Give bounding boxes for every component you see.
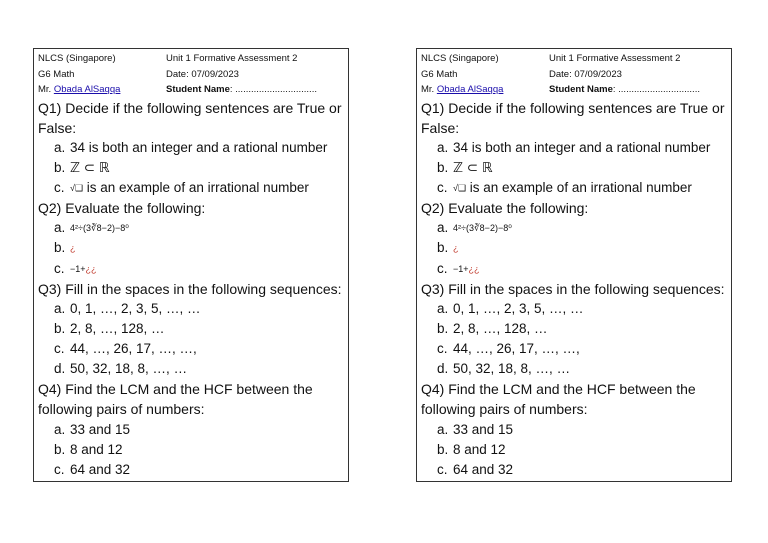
q3-item-a (38, 299, 344, 319)
q2-item-a (421, 218, 727, 238)
q1-item-c (421, 178, 727, 198)
pair-text: 8 and 12 (70, 441, 123, 457)
item-text: ℤ ⊂ ℝ (453, 160, 493, 175)
worksheet-left (33, 48, 349, 482)
header-row-2 (421, 67, 727, 83)
teacher-label (421, 82, 549, 98)
broken-expression: ¿ (453, 243, 459, 254)
q1-item-a (421, 138, 727, 158)
unit-title: Unit 1 Formative Assessment 2 (166, 53, 298, 64)
sequence-text: 0, 1, …, 2, 3, 5, …, … (453, 300, 584, 316)
sequence-text: 44, …, 26, 17, …, …, (453, 341, 580, 357)
q1-title-line2: False: (421, 119, 460, 136)
teacher-prefix: Mr. (38, 84, 54, 95)
item-label: a. (54, 421, 66, 437)
pair-text: 64 and 32 (70, 461, 131, 477)
item-label: b. (437, 441, 449, 457)
item-label: b. (437, 320, 449, 336)
header-row-1 (421, 51, 727, 67)
q3-item-c (38, 339, 344, 359)
sequence-text: 50, 32, 18, 8, …, … (453, 361, 571, 377)
item-label: c. (54, 260, 65, 276)
q1-item-b (421, 158, 727, 178)
item-label: b. (54, 441, 66, 457)
item-label: d. (54, 361, 66, 377)
teacher-prefix: Mr. (421, 84, 437, 95)
item-label: a. (437, 421, 449, 437)
worksheet-right (416, 48, 732, 482)
q3-item-b (421, 319, 727, 339)
pair-text: 8 and 12 (453, 441, 506, 457)
q4-item-a (38, 420, 344, 440)
item-label: d. (437, 361, 449, 377)
unit-title: Unit 1 Formative Assessment 2 (549, 53, 681, 64)
grade-label: G6 Math (38, 68, 75, 80)
student-name-label: Student Name (166, 84, 230, 95)
expression-prefix: −1+ (70, 263, 86, 274)
item-label: a. (54, 300, 66, 316)
header-row-3 (38, 82, 344, 98)
q3-item-c (421, 339, 727, 359)
q2-title: Q2) Evaluate the following: (421, 200, 589, 217)
item-label: a. (54, 220, 66, 236)
item-label: c. (54, 180, 65, 196)
q1-title-line2: False: (38, 119, 77, 136)
q1-item-b (38, 158, 344, 178)
item-label: a. (54, 139, 66, 155)
item-label: c. (54, 461, 65, 477)
sequence-text: 2, 8, …, 128, … (453, 320, 548, 336)
q2-item-c (421, 259, 727, 279)
q3-item-a (421, 299, 727, 319)
item-label: c. (437, 180, 448, 196)
date-label: Date: 07/09/2023 (549, 68, 622, 80)
item-label: b. (54, 320, 66, 336)
q1-title-line1: Q1) Decide if the following sentences are True or (38, 99, 342, 116)
q2-item-b (38, 238, 344, 258)
broken-expression: ¿¿ (85, 263, 97, 274)
item-label: a. (437, 300, 449, 316)
broken-expression: ¿ (70, 243, 76, 254)
q3-title: Q3) Fill in the spaces in the following sequences: (38, 280, 342, 297)
item-text: ℤ ⊂ ℝ (70, 160, 110, 175)
item-text: is an example of an irrational number (83, 180, 309, 196)
q2-item-a (38, 218, 344, 238)
sqrt-placeholder: √❑ (453, 183, 467, 194)
student-name-label: Student Name (549, 84, 613, 95)
q3-item-d (421, 359, 727, 379)
sequence-text: 2, 8, …, 128, … (70, 320, 165, 336)
student-name-blank: : ............................... (229, 84, 317, 95)
sequence-text: 50, 32, 18, 8, …, … (70, 361, 188, 377)
q1-title-line1: Q1) Decide if the following sentences are True or (421, 99, 725, 116)
item-label: c. (437, 341, 448, 357)
header-row-3 (421, 82, 727, 98)
q4-item-c (38, 460, 344, 480)
student-name-field (166, 82, 344, 98)
header-row-2 (38, 67, 344, 83)
sequence-text: 0, 1, …, 2, 3, 5, …, … (70, 300, 201, 316)
teacher-name-link[interactable]: Obada AlSaqqa (53, 84, 121, 95)
item-text: 34 is both an integer and a rational number (453, 139, 711, 155)
q4-item-b (38, 440, 344, 460)
item-text: is an example of an irrational number (466, 180, 692, 196)
pair-text: 64 and 32 (453, 461, 514, 477)
item-label: b. (437, 160, 449, 175)
q4-title-line2: following pairs of numbers: (421, 401, 588, 418)
q2-title: Q2) Evaluate the following: (38, 200, 206, 217)
grade-label: G6 Math (421, 68, 458, 80)
item-label: b. (54, 160, 66, 175)
expression-prefix: −1+ (453, 263, 469, 274)
item-label: b. (437, 240, 449, 256)
sqrt-placeholder: √❑ (70, 183, 84, 194)
item-label: c. (54, 341, 65, 357)
q1-item-a (38, 138, 344, 158)
date-label: Date: 07/09/2023 (166, 68, 239, 80)
expression-text: 4²÷(3∛8−2)−8⁰ (453, 223, 512, 234)
q2-item-b (421, 238, 727, 258)
pair-text: 33 and 15 (453, 421, 514, 437)
item-label: a. (437, 139, 449, 155)
item-label: b. (54, 240, 66, 256)
q3-title: Q3) Fill in the spaces in the following sequences: (421, 280, 725, 297)
q4-title-line1: Q4) Find the LCM and the HCF between the (38, 381, 313, 398)
teacher-name-link[interactable]: Obada AlSaqqa (436, 84, 504, 95)
q3-item-b (38, 319, 344, 339)
item-label: c. (437, 461, 448, 477)
header-row-1 (38, 51, 344, 67)
q4-item-c (421, 460, 727, 480)
pair-text: 33 and 15 (70, 421, 131, 437)
sequence-text: 44, …, 26, 17, …, …, (70, 341, 197, 357)
q4-title-line2: following pairs of numbers: (38, 401, 205, 418)
expression-text: 4²÷(3∛8−2)−8⁰ (70, 223, 129, 234)
q3-item-d (38, 359, 344, 379)
school-name: NLCS (Singapore) (38, 53, 116, 64)
school-name: NLCS (Singapore) (421, 53, 499, 64)
q4-item-b (421, 440, 727, 460)
broken-expression: ¿¿ (468, 263, 480, 274)
student-name-blank: : ............................... (612, 84, 700, 95)
q1-item-c (38, 178, 344, 198)
q4-title-line1: Q4) Find the LCM and the HCF between the (421, 381, 696, 398)
item-label: a. (437, 220, 449, 236)
item-text: 34 is both an integer and a rational number (70, 139, 328, 155)
student-name-field (549, 82, 727, 98)
item-label: c. (437, 260, 448, 276)
q2-item-c (38, 259, 344, 279)
q4-item-a (421, 420, 727, 440)
teacher-label (38, 82, 166, 98)
